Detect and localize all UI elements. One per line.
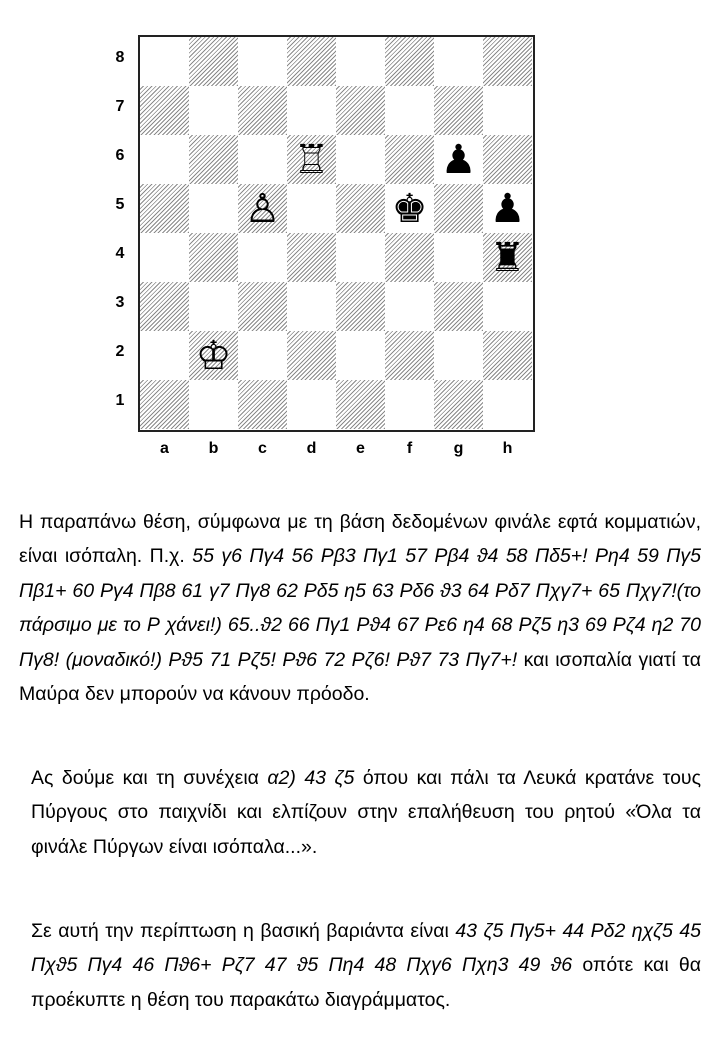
square-c7 (238, 86, 287, 135)
square-b1 (189, 380, 238, 429)
square-f8 (385, 37, 434, 86)
file-label: d (306, 440, 317, 457)
square-c2 (238, 331, 287, 380)
square-g4 (434, 233, 483, 282)
square-h3 (483, 282, 532, 331)
square-e6 (336, 135, 385, 184)
rank-label: 6 (115, 147, 125, 164)
text-run: οπότε και θα προέκυπτε η θέση του παρακάτω διαγράμματος. (31, 954, 701, 1011)
square-f7 (385, 86, 434, 135)
text-run: Ας δούμε και τη συνέχεια (31, 766, 268, 789)
rank-label: 5 (115, 196, 125, 213)
square-b8 (189, 37, 238, 86)
square-h8 (483, 37, 532, 86)
square-h7 (483, 86, 532, 135)
square-d2 (287, 331, 336, 380)
square-g3 (434, 282, 483, 331)
square-d3 (287, 282, 336, 331)
square-b6 (189, 135, 238, 184)
square-h6 (483, 135, 532, 184)
text-run: και ισοπαλία γιατί τα Μαύρα δεν μπορούν να κάνουν πρόοδο. (19, 648, 702, 705)
square-f3 (385, 282, 434, 331)
rank-label: 8 (115, 49, 125, 66)
square-e8 (336, 37, 385, 86)
white-pawn-icon: ♙ (244, 185, 281, 232)
black-pawn-icon: ♟ (489, 185, 526, 232)
square-c6 (238, 135, 287, 184)
file-label: h (502, 440, 513, 457)
move-notation: 55 γ6 Πγ4 56 Ρβ3 Πγ1 57 Ρβ4 ϑ4 58 Πδ5+! Ρη4 59 Πγ5 Πβ1+ 60 Ργ4 Πβ8 61 γ7 Πγ8 62 Ρδ5 η5 63 Ρδ6 ϑ3 64 Ρδ7 Πχγ7+ 65 Πχγ7!(το πάρσιμο με το Ρ χάνει!) 65..ϑ2 66 Πγ1 Ρϑ4 67 Ρε6 η4 68 Ρζ5 η3 69 Ρζ4 η2 70 Πγ8! (μοναδικό!) Ρϑ5 71 Ρζ5! Ρϑ6 72 Ρζ6! Ρϑ7 73 Πγ7+! (19, 545, 701, 671)
file-label: c (258, 440, 267, 457)
rank-label: 1 (115, 392, 125, 409)
black-king-icon: ♚ (391, 185, 428, 232)
chess-diagram (110, 26, 545, 466)
square-b7 (189, 86, 238, 135)
square-e7 (336, 86, 385, 135)
square-a2 (140, 331, 189, 380)
file-label: a (160, 440, 169, 457)
square-a6 (140, 135, 189, 184)
square-g7 (434, 86, 483, 135)
white-rook-icon: ♖ (293, 136, 330, 183)
square-f4 (385, 233, 434, 282)
square-e4 (336, 233, 385, 282)
square-g1 (434, 380, 483, 429)
square-g2 (434, 331, 483, 380)
white-king-icon: ♔ (195, 332, 232, 379)
square-g8 (434, 37, 483, 86)
text-run: όπου και πάλι τα Λευκά κρατάνε τους Πύργους στο παιχνίδι και ελπίζουν στην επαλήθευση του ρητού «Όλα τα φινάλε Πύργων είναι ισόπαλα...». (31, 766, 701, 858)
move-notation: α2) 43 ζ5 (267, 766, 355, 789)
square-e5 (336, 184, 385, 233)
rank-label: 3 (115, 294, 125, 311)
square-h1 (483, 380, 532, 429)
square-g5 (434, 184, 483, 233)
square-d7 (287, 86, 336, 135)
square-f2 (385, 331, 434, 380)
square-e2 (336, 331, 385, 380)
file-label: e (356, 440, 365, 457)
square-b5 (189, 184, 238, 233)
rank-label: 2 (115, 343, 125, 360)
text-run: Σε αυτή την περίπτωση η βασική βαριάντα είναι (31, 919, 456, 942)
square-c8 (238, 37, 287, 86)
square-a8 (140, 37, 189, 86)
text-run: Η παραπάνω θέση, σύμφωνα με τη βάση δεδομένων φινάλε εφτά κομματιών, είναι ισόπαλη. Π.χ. (19, 510, 701, 567)
square-a4 (140, 233, 189, 282)
square-b3 (189, 282, 238, 331)
square-e3 (336, 282, 385, 331)
paragraph-3 (31, 914, 701, 1018)
black-pawn-icon: ♟ (440, 136, 477, 183)
move-notation: 43 ζ5 Πγ5+ 44 Ρδ2 ηχζ5 45 Πχϑ5 Πγ4 46 Πϑ6+ Ρζ7 47 ϑ5 Πη4 48 Πχγ6 Πχη3 49 ϑ6 (31, 919, 702, 976)
square-d4 (287, 233, 336, 282)
square-f6 (385, 135, 434, 184)
chess-board (138, 35, 535, 432)
file-label: f (406, 440, 413, 457)
square-c1 (238, 380, 287, 429)
rank-label: 7 (115, 98, 125, 115)
square-c3 (238, 282, 287, 331)
square-a3 (140, 282, 189, 331)
square-e1 (336, 380, 385, 429)
square-d1 (287, 380, 336, 429)
square-b4 (189, 233, 238, 282)
file-label: b (208, 440, 219, 457)
rank-label: 4 (115, 245, 125, 262)
square-h2 (483, 331, 532, 380)
paragraph-1 (19, 505, 701, 712)
square-a5 (140, 184, 189, 233)
square-d8 (287, 37, 336, 86)
black-rook-icon: ♜ (489, 234, 526, 281)
paragraph-2 (31, 761, 701, 865)
square-d5 (287, 184, 336, 233)
square-f1 (385, 380, 434, 429)
square-a1 (140, 380, 189, 429)
square-a7 (140, 86, 189, 135)
file-label: g (453, 440, 464, 457)
square-c4 (238, 233, 287, 282)
